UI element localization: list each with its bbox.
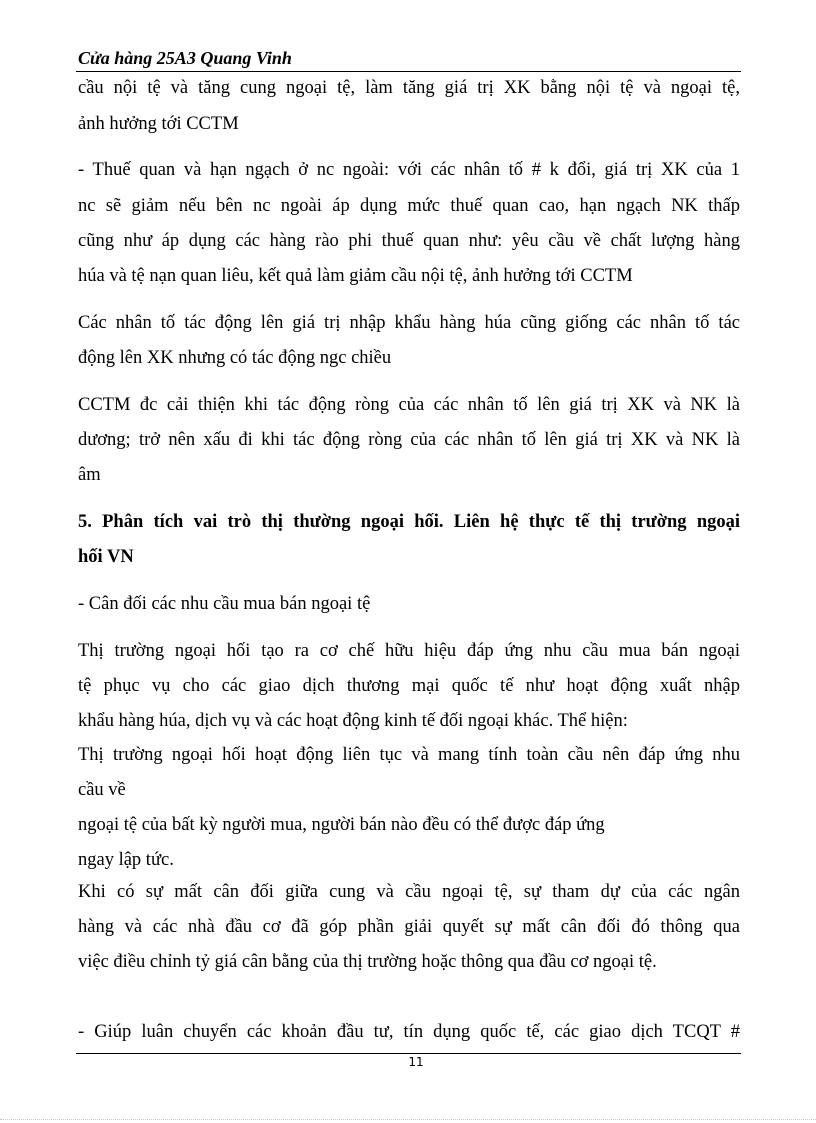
body-line: Khi có sự mất cân đối giữa cung và cầu ngoại tệ, sự tham dự của các ngân [78,882,740,902]
body-line: - Giúp luân chuyển các khoản đầu tư, tín dụng quốc tế, các giao dịch TCQT # [78,1022,740,1042]
body-line: khẩu hàng húa, dịch vụ và các hoạt động kinh tế đối ngoại khác. Thể hiện: [78,711,628,731]
body-line: nc sẽ giảm nếu bên nc ngoài áp dụng mức thuế quan cao, hạn ngạch NK thấp [78,196,740,216]
body-line: cũng như áp dụng các hàng rào phi thuế quan như: yêu cầu về chất lượng hàng [78,231,740,251]
page-bottom-edge [0,1119,816,1120]
body-line: - Thuế quan và hạn ngạch ở nc ngoài: với các nhân tố # k đổi, giá trị XK của 1 [78,160,740,180]
body-line: ngoại tệ của bất kỳ người mua, người bán nào đều có thể được đáp ứng [78,815,605,835]
body-line: ngay lập tức. [78,850,174,870]
body-line: CCTM đc cải thiện khi tác động ròng của các nhân tố lên giá trị XK và NK là [78,395,740,415]
header-rule [76,71,741,72]
body-line: động lên XK nhưng có tác động ngc chiều [78,348,392,368]
body-line: húa và tệ nạn quan liêu, kết quả làm giảm cầu nội tệ, ảnh hưởng tới CCTM [78,266,633,286]
body-line: tệ phục vụ cho các giao dịch thương mại quốc tế như hoạt động xuất nhập [78,676,740,696]
header-title: Cửa hàng 25A3 Quang Vinh [78,48,292,68]
body-line: dương; trở nên xấu đi khi tác động ròng của các nhân tố lên giá trị XK và NK là [78,430,740,450]
footer-rule [76,1053,741,1054]
body-line: Các nhân tố tác động lên giá trị nhập khẩu hàng húa cũng giống các nhân tố tác [78,313,740,333]
body-line: Thị trường ngoại hối hoạt động liên tục và mang tính toàn cầu nên đáp ứng nhu [78,745,740,765]
body-line: âm [78,465,101,485]
body-line: cầu về [78,780,126,800]
body-line: hàng và các nhà đầu cơ đã góp phần giải quyết sự mất cân đối đó thông qua [78,917,740,937]
section-heading: 5. Phân tích vai trò thị thường ngoại hối. Liên hệ thực tế thị trường ngoại [78,512,740,532]
body-line: Thị trường ngoại hối tạo ra cơ chế hữu hiệu đáp ứng nhu cầu mua bán ngoại [78,641,740,661]
page-number: 11 [408,1055,424,1069]
body-line: cầu nội tệ và tăng cung ngoại tệ, làm tăng giá trị XK bằng nội tệ và ngoại tệ, [78,78,740,98]
section-heading: hối VN [78,547,134,567]
body-line: ảnh hưởng tới CCTM [78,114,239,134]
body-line: việc điều chỉnh tỷ giá cân bằng của thị trường hoặc thông qua đầu cơ ngoại tệ. [78,952,657,972]
body-line: - Cân đối các nhu cầu mua bán ngoại tệ [78,594,371,614]
